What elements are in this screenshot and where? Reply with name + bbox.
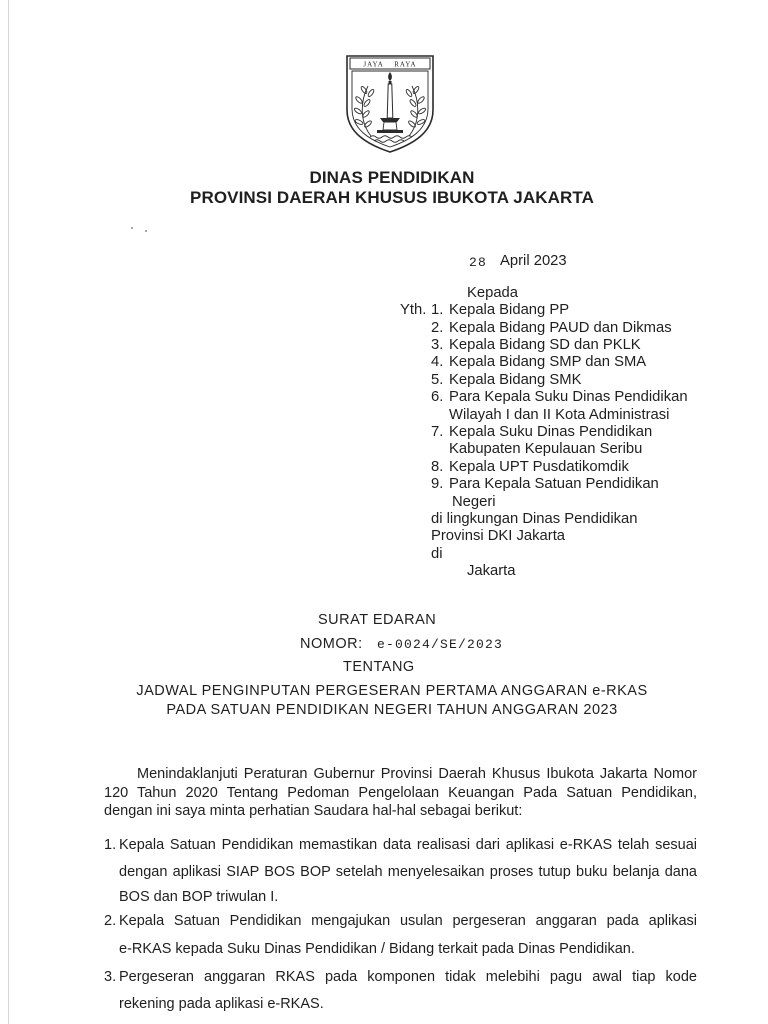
recipient-number: 4. [431, 354, 444, 371]
recipient-item [431, 389, 688, 406]
recipient-number: 8. [431, 458, 444, 475]
point-line: e-RKAS kepada Suku Dinas Pendidikan / Bidang terkait pada Dinas Pendidikan. [119, 941, 635, 957]
monument-base [377, 130, 403, 133]
recipient-item [431, 424, 688, 441]
point-line: BOS dan BOP triwulan I. [119, 889, 279, 905]
point-line: rekening pada aplikasi e-RKAS. [119, 996, 324, 1012]
scan-speck [131, 227, 133, 229]
recipient-text: Kepala Bidang SMP dan SMA [449, 354, 647, 371]
recipient-item [431, 320, 688, 337]
recipient-item [431, 459, 688, 476]
recipient-text-continued: Negeri [452, 493, 496, 510]
recipient-item [431, 354, 688, 371]
location-line: di lingkungan Dinas Pendidikan [431, 510, 638, 527]
recipient-text: Kepala Bidang PAUD dan Dikmas [449, 319, 672, 336]
point-number: 2. [104, 913, 117, 929]
intro-line: 120 Tahun 2020 Tentang Pedoman Pengelolaan Keuangan Pada Satuan Pendidikan, [104, 785, 697, 801]
circular-type: SURAT EDARAN [318, 612, 437, 628]
recipient-text: Kepala Suku Dinas Pendidikan [449, 424, 653, 441]
scan-speck [145, 230, 147, 232]
recipient-text: Kepala Bidang SD dan PKLK [449, 337, 641, 354]
recipient-number: 2. [431, 319, 444, 336]
emblem-banner-text: JAYA RAYA [363, 60, 417, 69]
recipient-number: 3. [431, 337, 444, 354]
recipient-text: Para Kepala Suku Dinas Pendidikan [449, 389, 688, 406]
scan-left-edge [8, 0, 9, 1024]
circular-number-label: NOMOR: [300, 636, 363, 652]
recipient-item [431, 302, 688, 319]
recipient-text-continued: Wilayah I dan II Kota Administrasi [449, 406, 670, 423]
recipient-item [431, 476, 688, 493]
recipient-number: 5. [431, 371, 444, 388]
circular-subject-line: PADA SATUAN PENDIDIKAN NEGERI TAHUN ANGGARAN 2023 [166, 702, 618, 718]
date-month-year: April 2023 [500, 253, 567, 270]
location-line: di [431, 545, 443, 562]
recipient-number: 6. [431, 389, 444, 406]
recipient-item [431, 372, 688, 389]
point-number: 3. [104, 969, 117, 985]
circular-number: e-0024/SE/2023 [377, 637, 504, 652]
recipient-text: Para Kepala Satuan Pendidikan [449, 476, 659, 493]
recipient-text: Kepala Bidang PP [449, 302, 570, 319]
circular-subject-line: JADWAL PENGINPUTAN PERGESERAN PERTAMA ANGGARAN e-RKAS [136, 683, 648, 699]
location-city: Jakarta [467, 563, 516, 580]
recipient-text-continued: Kabupaten Kepulauan Seribu [449, 441, 643, 458]
agency-name: DINAS PENDIDIKAN [309, 168, 475, 187]
jaya-raya-emblem [344, 52, 436, 154]
recipient-number: 1. [431, 302, 444, 319]
point-line: Kepala Satuan Pendidikan memastikan data realisasi dari aplikasi e-RKAS telah sesuai [119, 837, 697, 853]
monument-cup [380, 118, 400, 122]
yth-label: Yth. [400, 302, 427, 319]
intro-line: dengan ini saya minta perhatian Saudara hal-hal sebagai berikut: [104, 803, 523, 819]
point-line: dengan aplikasi SIAP BOS BOP setelah menyelesaikan proses tutup buku belanja dana [119, 864, 697, 880]
recipient-text: Kepala Bidang SMK [449, 371, 582, 388]
recipient-list [431, 302, 688, 580]
recipient-item [431, 337, 688, 354]
province-name: PROVINSI DAERAH KHUSUS IBUKOTA JAKARTA [190, 188, 594, 207]
point-number: 1. [104, 837, 117, 853]
intro-line: Menindaklanjuti Peraturan Gubernur Provinsi Daerah Khusus Ibukota Jakarta Nomor [137, 766, 697, 782]
recipient-number: 9. [431, 476, 444, 493]
point-line: Pergeseran anggaran RKAS pada komponen tidak melebihi pagu awal tiap kode [119, 969, 697, 985]
recipient-number: 7. [431, 424, 444, 441]
location-line: Provinsi DKI Jakarta [431, 528, 566, 545]
point-line: Kepala Satuan Pendidikan mengajukan usulan pergeseran anggaran pada aplikasi [119, 913, 697, 929]
kepada-label: Kepada [467, 285, 519, 302]
circular-about-label: TENTANG [343, 659, 415, 675]
recipient-text: Kepala UPT Pusdatikomdik [449, 458, 629, 475]
emblem-outer-shield [347, 56, 433, 152]
date-day: 28 [469, 255, 488, 270]
